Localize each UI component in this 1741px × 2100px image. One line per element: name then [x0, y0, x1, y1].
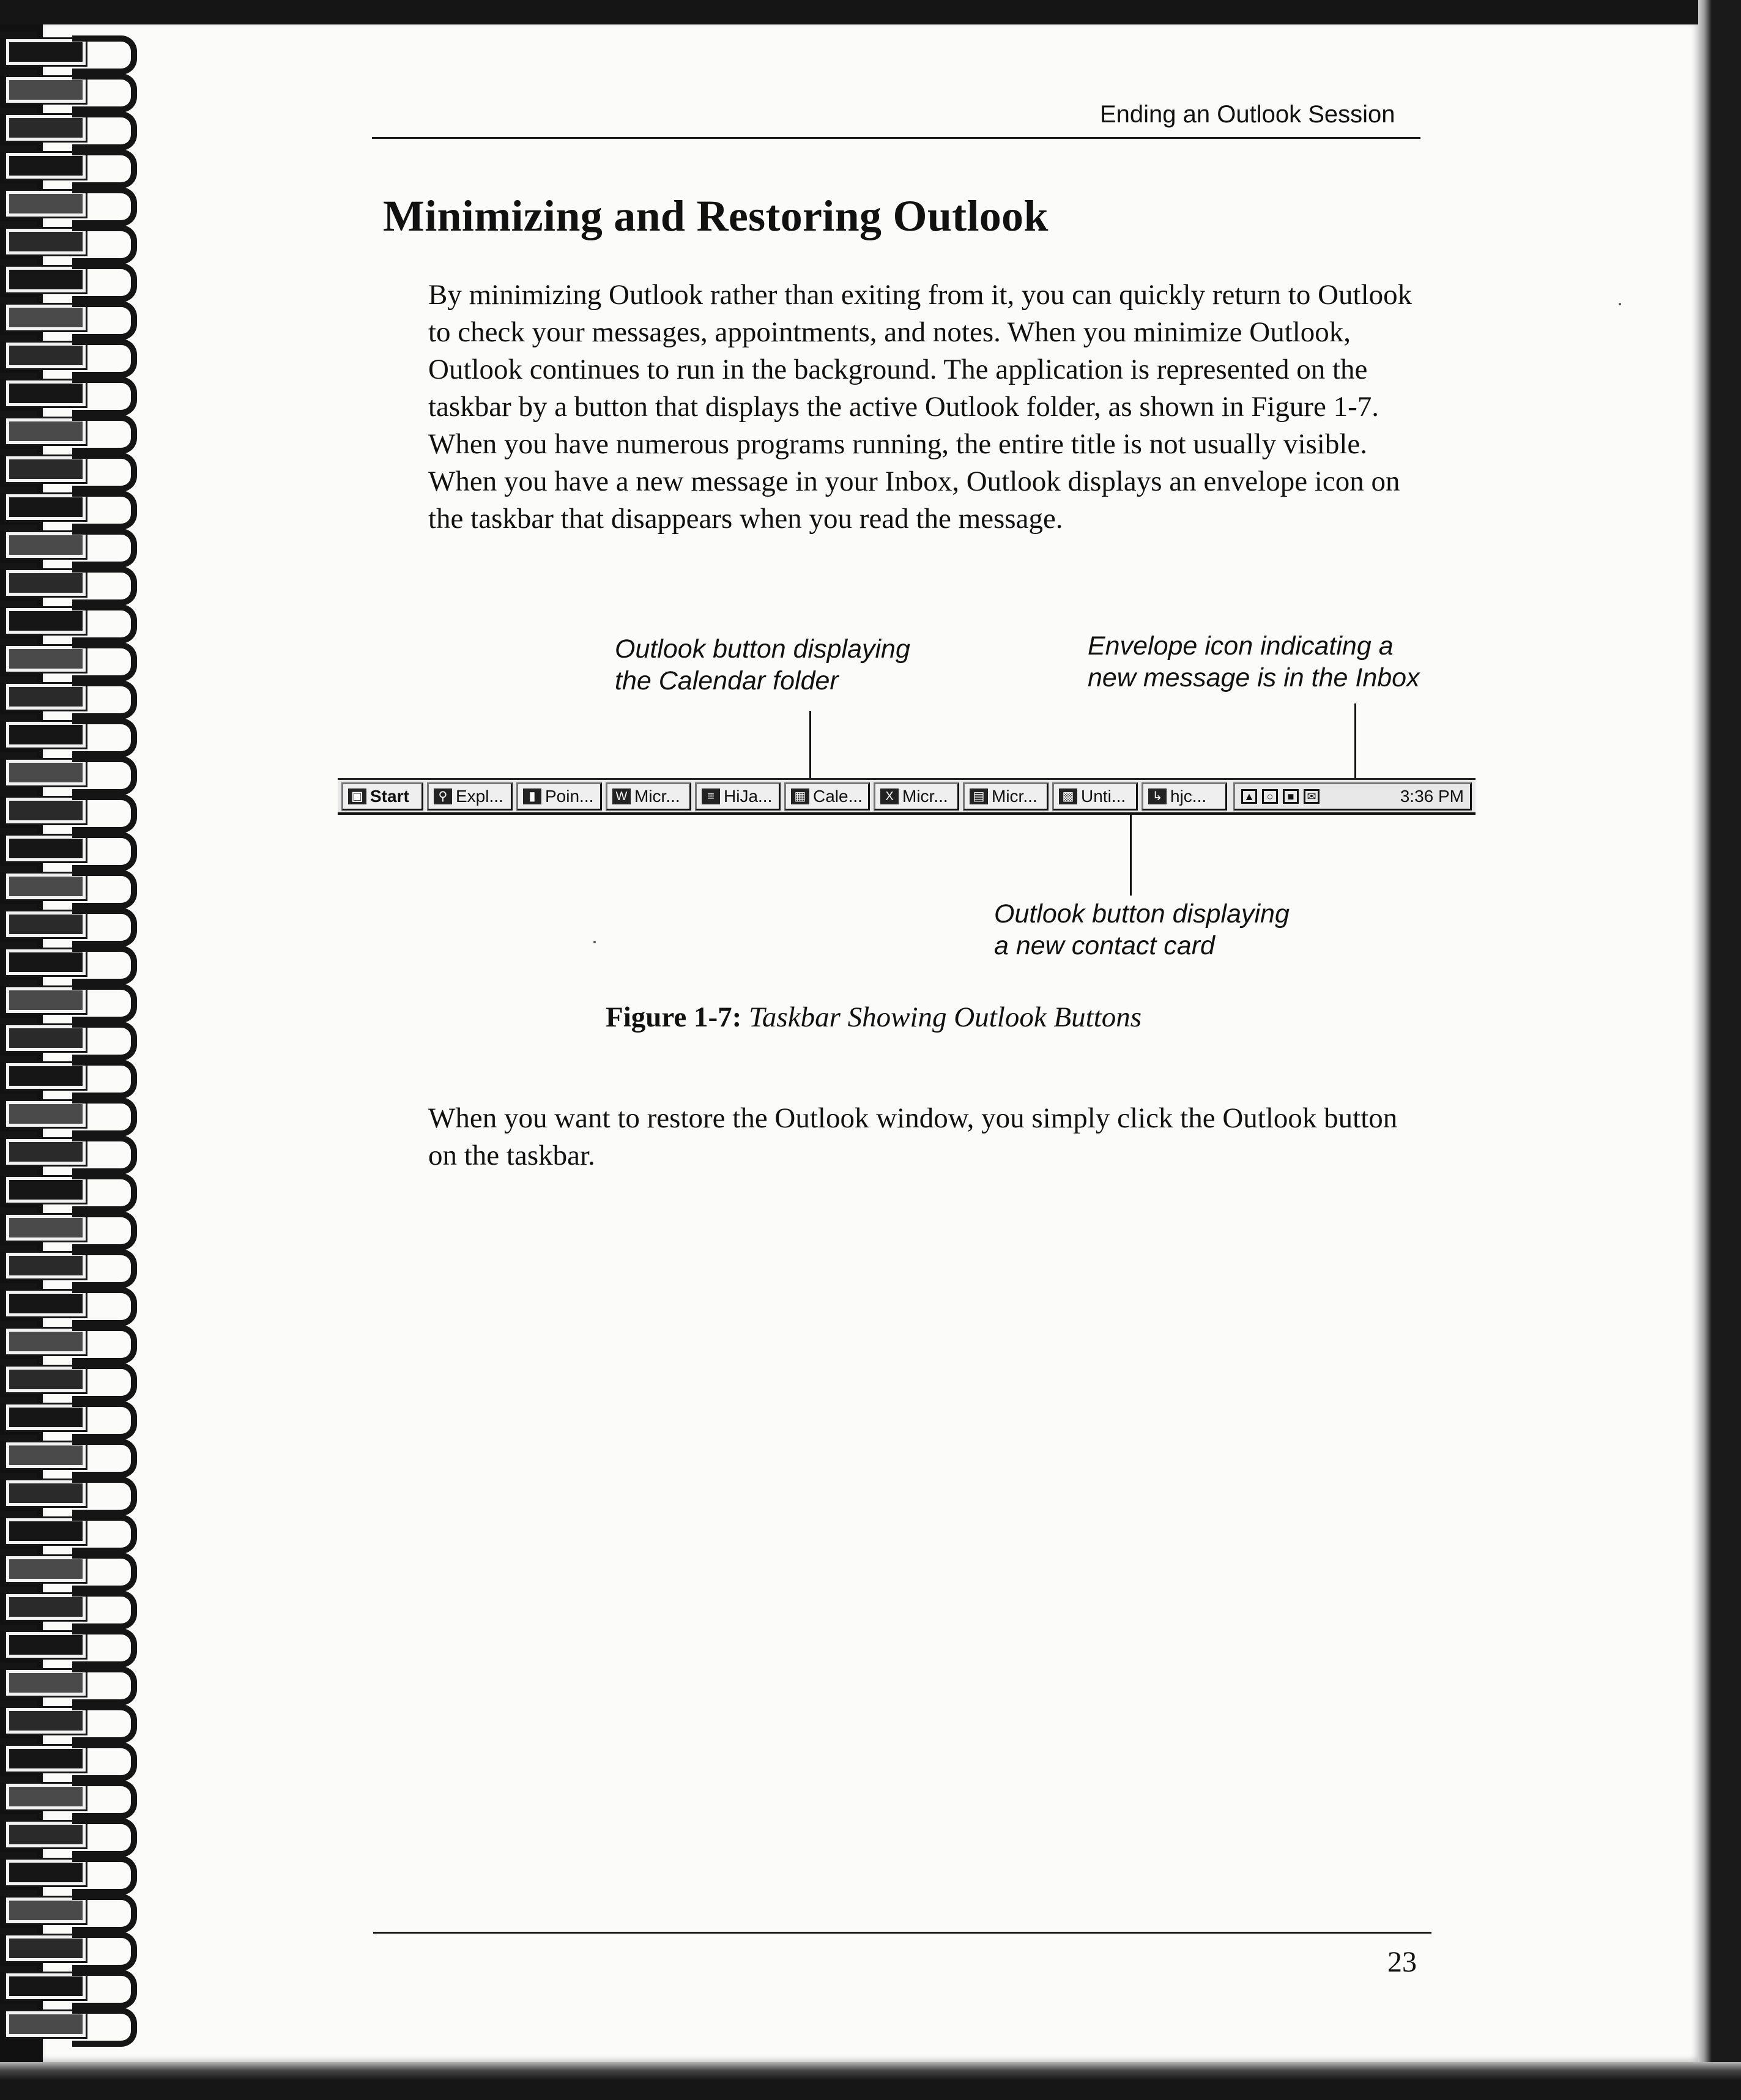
envelope-icon[interactable]: ✉ — [1304, 789, 1320, 804]
binding-wire — [0, 449, 37, 455]
binding-wire — [0, 487, 37, 493]
binding-coil — [0, 144, 141, 182]
binding-coil — [0, 1737, 141, 1775]
binding-wire — [0, 1435, 37, 1441]
taskbar-button-label: Poin... — [545, 786, 594, 806]
binding-coil — [0, 2003, 141, 2041]
binding-coil — [0, 637, 141, 675]
spiral-binding — [0, 24, 147, 2062]
section-title: Minimizing and Restoring Outlook — [383, 191, 1049, 240]
binding-wire — [0, 601, 37, 607]
taskbar-button-outlook-contact[interactable] — [1052, 782, 1138, 811]
binding-coil — [0, 1851, 141, 1889]
binding-coil — [0, 562, 141, 599]
binding-wire — [0, 677, 37, 683]
monitor-icon[interactable]: ■ — [1283, 789, 1299, 804]
app-icon: ≡ — [702, 788, 720, 804]
binding-coil — [0, 713, 141, 751]
binding-wire — [0, 70, 37, 76]
binding-coil — [0, 182, 141, 220]
binding-coil — [0, 1510, 141, 1548]
scan-speck — [593, 941, 596, 943]
binding-wire — [0, 184, 37, 190]
binding-wire — [0, 1814, 37, 1820]
binding-wire — [0, 1245, 37, 1252]
binding-coil — [0, 372, 141, 410]
start-button[interactable] — [341, 782, 423, 811]
binding-wire — [0, 639, 37, 645]
speaker-icon[interactable]: ▲ — [1241, 789, 1257, 804]
binding-wire — [0, 828, 37, 834]
binding-coil — [0, 1396, 141, 1434]
binding-coil — [0, 1206, 141, 1244]
page-number: 23 — [1387, 1946, 1417, 1978]
binding-coil — [0, 789, 141, 827]
taskbar-button-label: Micr... — [634, 786, 680, 806]
taskbar-button-excel[interactable] — [874, 782, 959, 811]
binding-wire — [0, 1928, 37, 1934]
binding-coil — [0, 220, 141, 258]
binding-wire — [0, 1625, 37, 1631]
binding-coil — [0, 903, 141, 941]
binding-coil — [0, 106, 141, 144]
scan-bottom-edge — [0, 2062, 1741, 2100]
binding-coil — [0, 675, 141, 713]
binding-coil — [0, 486, 141, 524]
binding-coil — [0, 1130, 141, 1168]
callout-line: Envelope icon indicating a — [1088, 631, 1394, 661]
powerpoint-icon: ▮ — [523, 788, 541, 804]
binding-wire — [0, 1663, 37, 1669]
binding-coil — [0, 1168, 141, 1206]
binding-coil — [0, 1623, 141, 1661]
binding-wire — [0, 1587, 37, 1593]
figure-title: Taskbar Showing Outlook Buttons — [749, 1001, 1142, 1033]
binding-wire — [0, 1511, 37, 1517]
binding-coil — [0, 258, 141, 296]
binding-coil — [0, 1093, 141, 1130]
binding-coil — [0, 410, 141, 448]
app-icon: ↳ — [1148, 788, 1167, 804]
binding-wire — [0, 2004, 37, 2010]
binding-wire — [0, 1018, 37, 1024]
binding-wire — [0, 1701, 37, 1707]
callout-line: new message is in the Inbox — [1088, 663, 1420, 692]
binding-coil — [0, 1548, 141, 1586]
binding-wire — [0, 904, 37, 910]
binding-wire — [0, 108, 37, 114]
taskbar-button-label: Cale... — [813, 786, 863, 806]
binding-coil — [0, 1055, 141, 1093]
binding-wire — [0, 1966, 37, 1972]
binding-wire — [0, 866, 37, 872]
footer-rule — [373, 1932, 1431, 1934]
binding-coil — [0, 1244, 141, 1282]
binding-coil — [0, 1586, 141, 1623]
binding-coil — [0, 1661, 141, 1699]
binding-wire — [0, 1549, 37, 1555]
binding-coil — [0, 524, 141, 562]
binding-wire — [0, 714, 37, 721]
figure-caption — [606, 1001, 1141, 1034]
binding-coil — [0, 69, 141, 106]
binding-wire — [0, 1852, 37, 1858]
start-label: Start — [370, 786, 409, 806]
binding-wire — [0, 942, 37, 948]
explorer-icon: ⚲ — [434, 788, 452, 804]
binding-wire — [0, 1359, 37, 1365]
scan-speck — [1619, 303, 1621, 305]
binding-coil — [0, 599, 141, 637]
binding-coil — [0, 827, 141, 865]
binding-wire — [0, 259, 37, 265]
binding-wire — [0, 221, 37, 228]
binding-coil — [0, 296, 141, 334]
binding-wire — [0, 790, 37, 796]
binding-wire — [0, 1132, 37, 1138]
binding-coil — [0, 1320, 141, 1358]
binding-coil — [0, 1017, 141, 1055]
taskbar-button-app[interactable] — [1141, 782, 1227, 811]
binding-coil — [0, 1434, 141, 1472]
binding-wire — [0, 1738, 37, 1745]
callout-line: the Calendar folder — [615, 666, 839, 696]
binding-coil — [0, 1472, 141, 1510]
callout-leader-line — [1354, 703, 1356, 782]
binding-wire — [0, 1473, 37, 1479]
callout-calendar-button — [615, 633, 910, 697]
system-tray — [1233, 782, 1472, 811]
body-paragraph: By minimizing Outlook rather than exiting from it, you can quickly return to Outlook to check your messages, appointments, and notes. When you minimize Outlook, Outlook continues to run in the background. The application is represented on the taskbar by a button that displays the active Outlook folder, as shown in Figure 1-7. When you have numerous programs running, the entire title is not usually visible. When you have a new message in your Inbox, Outlook displays an envelope icon on the taskbar that disappears when you read the message. — [428, 279, 1412, 535]
taskbar-button-explorer[interactable] — [427, 782, 513, 811]
binding-coil — [0, 751, 141, 789]
callout-line: Outlook button displaying — [615, 634, 910, 664]
running-head: Ending an Outlook Session — [1100, 101, 1395, 128]
contact-card-icon: ▩ — [1059, 788, 1077, 804]
figure-label: Figure 1-7: — [606, 1001, 742, 1033]
binding-wire — [0, 32, 37, 38]
calendar-icon: ▦ — [791, 788, 809, 804]
binding-coil — [0, 1775, 141, 1813]
callout-line: Outlook button displaying — [994, 899, 1290, 929]
binding-wire — [0, 1056, 37, 1062]
taskbar-button-word[interactable] — [606, 782, 691, 811]
window-icon: ▤ — [970, 788, 988, 804]
binding-wire — [0, 146, 37, 152]
taskbar-button-label: Micr... — [992, 786, 1038, 806]
binding-wire — [0, 1776, 37, 1783]
binding-wire — [0, 563, 37, 569]
binding-coil — [0, 1927, 141, 1965]
binding-coil — [0, 865, 141, 903]
network-icon[interactable]: ○ — [1262, 789, 1278, 804]
taskbar-button-label: hjc... — [1170, 786, 1207, 806]
taskbar-button-powerpoint[interactable] — [516, 782, 602, 811]
binding-coil — [0, 1282, 141, 1320]
binding-wire — [0, 1170, 37, 1176]
binding-wire — [0, 980, 37, 986]
excel-icon: X — [880, 788, 899, 804]
binding-coil — [0, 1699, 141, 1737]
binding-coil — [0, 334, 141, 372]
binding-wire-loop — [72, 2008, 137, 2047]
scan-right-edge — [1698, 0, 1741, 2100]
binding-coil — [0, 979, 141, 1017]
binding-wire — [0, 335, 37, 341]
binding-wire — [0, 1321, 37, 1327]
clock: 3:36 PM — [1400, 786, 1464, 806]
binding-coil — [0, 1889, 141, 1927]
taskbar-button-label: Unti... — [1081, 786, 1126, 806]
windows-taskbar — [338, 778, 1476, 815]
binding-wire — [0, 373, 37, 379]
taskbar-button-label: HiJa... — [724, 786, 773, 806]
scan-top-edge — [0, 0, 1741, 24]
callout-leader-line — [1130, 815, 1132, 896]
binding-wire — [0, 1094, 37, 1100]
binding-wire — [0, 411, 37, 417]
binding-coil — [0, 1813, 141, 1851]
binding-wire — [0, 525, 37, 531]
binding-coil — [0, 448, 141, 486]
word-icon: W — [612, 788, 631, 804]
taskbar-button-outlook-calendar[interactable] — [784, 782, 870, 811]
callout-contact-button — [994, 898, 1290, 962]
body-paragraph: When you want to restore the Outlook window, you simply click the Outlook button on the taskbar. — [428, 1102, 1398, 1171]
callout-envelope-icon — [1088, 630, 1420, 694]
binding-coil — [0, 1965, 141, 2003]
binding-wire — [0, 1208, 37, 1214]
binding-coil — [0, 1358, 141, 1396]
windows-logo-icon: ▣ — [348, 788, 366, 804]
taskbar-button-window[interactable] — [963, 782, 1049, 811]
header-rule — [372, 137, 1420, 139]
callout-line: a new contact card — [994, 931, 1215, 960]
taskbar-button-label: Micr... — [902, 786, 948, 806]
binding-wire — [0, 297, 37, 303]
binding-coil — [0, 941, 141, 979]
taskbar-button-label: Expl... — [456, 786, 503, 806]
binding-wire — [0, 1283, 37, 1289]
callout-leader-line — [809, 711, 811, 782]
binding-coil — [0, 31, 141, 69]
binding-wire — [0, 1890, 37, 1896]
binding-wire — [0, 1397, 37, 1403]
taskbar-button-app[interactable] — [695, 782, 781, 811]
binding-wire — [0, 752, 37, 759]
